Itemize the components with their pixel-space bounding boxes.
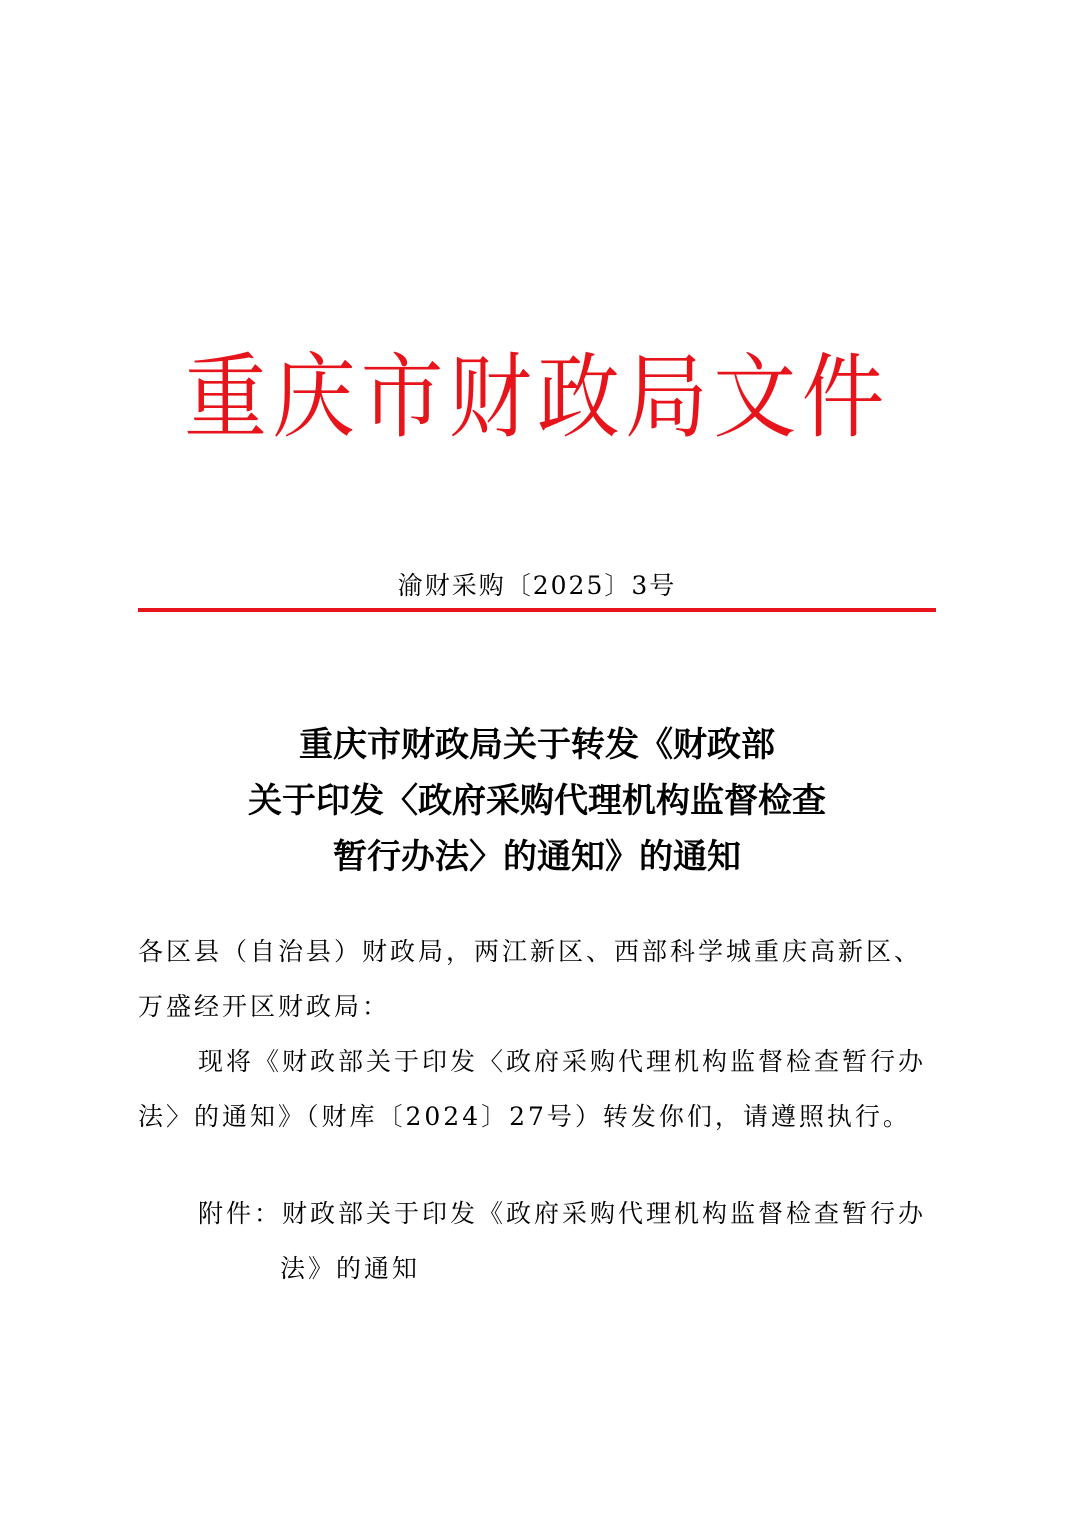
notice-title-line: 关于印发〈政府采购代理机构监督检查 bbox=[248, 781, 826, 821]
attachment-line: 附件：财政部关于印发《政府采购代理机构监督检查暂行办 bbox=[198, 1199, 927, 1228]
document-header-title: 重庆市财政局文件 bbox=[184, 344, 890, 451]
notice-title-line: 暂行办法〉的通知》的通知 bbox=[333, 837, 741, 877]
addressee-line: 各区县（自治县）财政局，两江新区、西部科学城重庆高新区、 bbox=[138, 937, 923, 966]
body-paragraph-line: 法〉的通知》（财库〔2024〕27号）转发你们，请遵照执行。 bbox=[138, 1102, 911, 1131]
addressee-line: 万盛经开区财政局： bbox=[138, 992, 391, 1021]
notice-title bbox=[0, 717, 1074, 885]
document-number: 渝财采购〔2025〕3号 bbox=[397, 571, 677, 600]
attachment-line: 法》的通知 bbox=[280, 1254, 421, 1283]
body-paragraph-line: 现将《财政部关于印发〈政府采购代理机构监督检查暂行办 bbox=[198, 1047, 927, 1076]
red-divider-line bbox=[138, 608, 936, 612]
notice-title-line: 重庆市财政局关于转发《财政部 bbox=[299, 725, 775, 765]
